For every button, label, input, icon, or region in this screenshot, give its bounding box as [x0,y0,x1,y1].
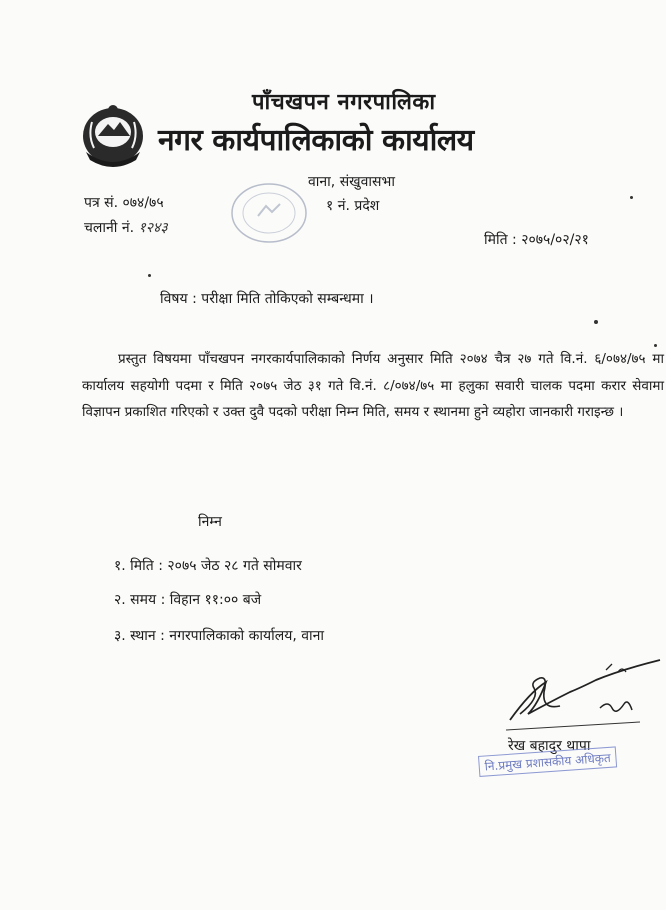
list-item: ३. स्थान : नगरपालिकाको कार्यालय, वाना [114,628,325,644]
nepal-emblem-icon [78,102,148,168]
office-address: वाना, संखुवासभा [308,174,395,190]
letter-subject: विषय : परीक्षा मिति तोकिएको सम्बन्धमा । [160,291,374,307]
scan-speck [148,274,151,277]
municipality-name: पाँचखपन नगरपालिका [252,90,436,115]
handwritten-signature [500,652,666,742]
list-title: निम्न [198,514,222,530]
scan-speck [594,320,598,324]
dispatch-label: चलानी नं. [84,220,135,236]
list-item: १. मिति : २०७५ जेठ २८ गते सोमवार [114,558,302,574]
dispatch-value: १२४३ [138,220,168,236]
letter-number: पत्र सं. ०७४/७५ [84,195,164,211]
office-title: नगर कार्यपालिकाको कार्यालय [158,123,474,158]
list-item: २. समय : विहान ११:०० बजे [114,592,262,608]
office-province: १ नं. प्रदेश [326,198,380,214]
dispatch-number [84,218,168,237]
office-seal-icon [228,180,310,246]
designation-stamp: नि.प्रमुख प्रशासकीय अधिकृत [478,746,617,777]
letter-date: मिति : २०७५/०२/२१ [484,232,589,248]
letter-body: प्रस्तुत विषयमा पाँचखपन नगरकार्यपालिकाको निर्णय अनुसार मिति २०७४ चैत्र २७ गते वि.नं. ६/०७४/७५ मा कार्यालय सहयोगी पदमा र मिति २०७५ जेठ ३१ गते वि.नं. ८/०७४/७५ मा हलुका सवारी चालक पदमा करार सेवामा विज्ञापन प्रकाशित गरिएको र उक्त दुवै पदको परीक्षा निम्न मिति, समय र स्थानमा हुने व्यहोरा जानकारी गराइन्छ । [82,351,664,420]
scan-speck [630,196,633,199]
signatory-name: रेख बहादुर थापा [508,738,591,754]
scan-speck [654,344,657,347]
